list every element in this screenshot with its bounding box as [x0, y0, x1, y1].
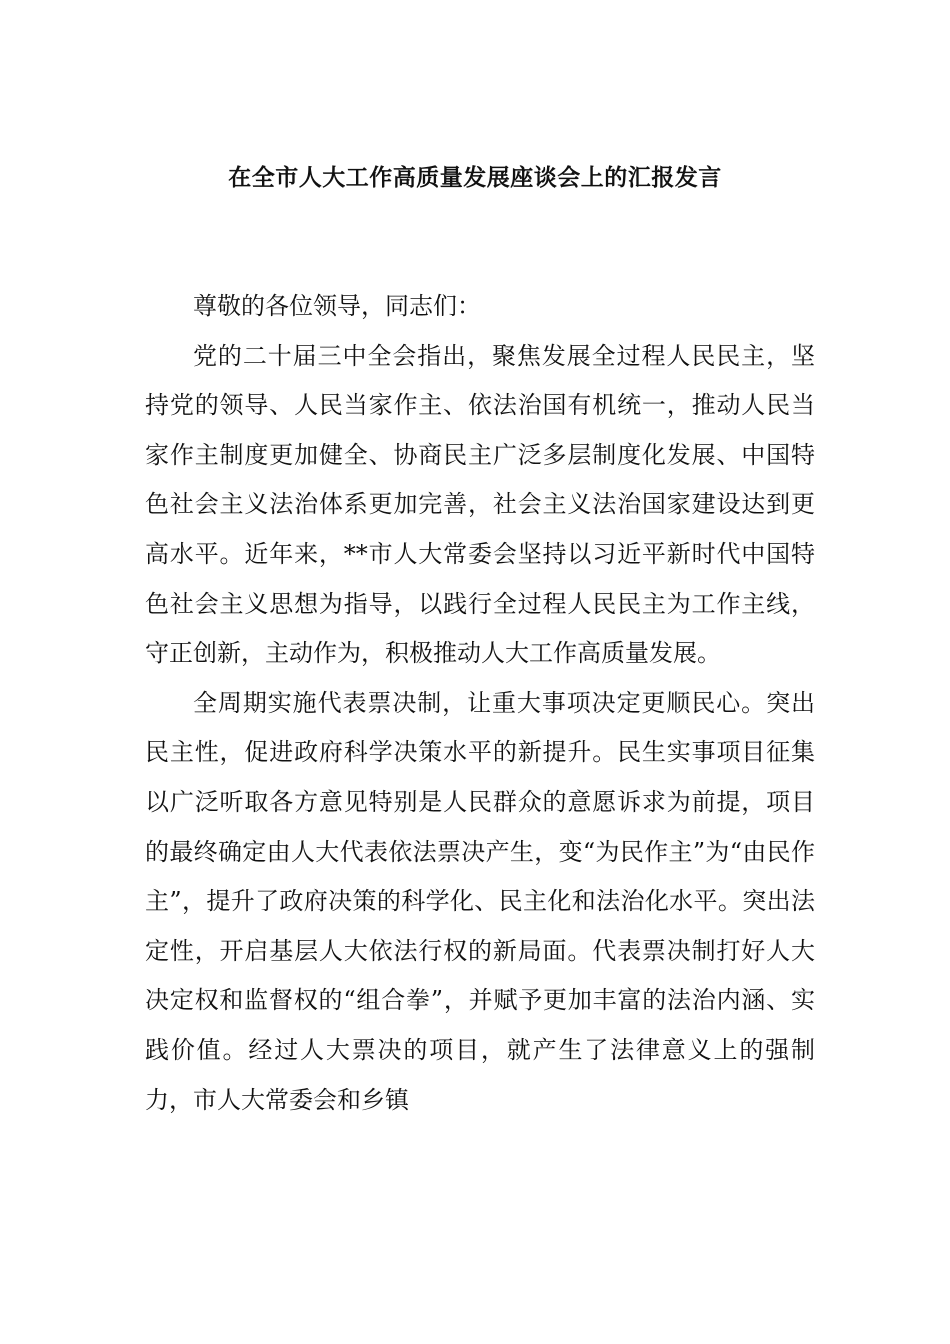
voting-system-paragraph: 全周期实施代表票决制，让重大事项决定更顺民心。突出民主性，促进政府科学决策水平的新提升。民生实事项目征集以广泛听取各方意见特别是人民群众的意愿诉求为前提，项目的最终确定由人大代表依法票决产生，变“为民作主”为“由民作主”，提升了政府决策的科学化、民主化和法治化水平。突出法定性，开启基层人大依法行权的新局面。代表票决制打好人大决定权和监督权的“组合拳”，并赋予更加丰富的法治内涵、实践价值。经过人大票决的项目，就产生了法律意义上的强制力，市人大常委会和乡镇	[145, 688, 815, 1114]
document-body	[145, 282, 815, 1125]
intro-paragraph: 党的二十届三中全会指出，聚焦发展全过程人民民主，坚持党的领导、人民当家作主、依法治国有机统一，推动人民当家作主制度更加健全、协商民主广泛多层制度化发展、中国特色社会主义法治体系更加完善，社会主义法治国家建设达到更高水平。近年来，**市人大常委会坚持以习近平新时代中国特色社会主义思想为指导，以践行全过程人民民主为工作主线，守正创新，主动作为，积极推动人大工作高质量发展。	[145, 341, 815, 668]
document-title: 在全市人大工作高质量发展座谈会上的汇报发言	[228, 165, 722, 191]
salutation-paragraph: 尊敬的各位领导，同志们：	[193, 292, 481, 320]
